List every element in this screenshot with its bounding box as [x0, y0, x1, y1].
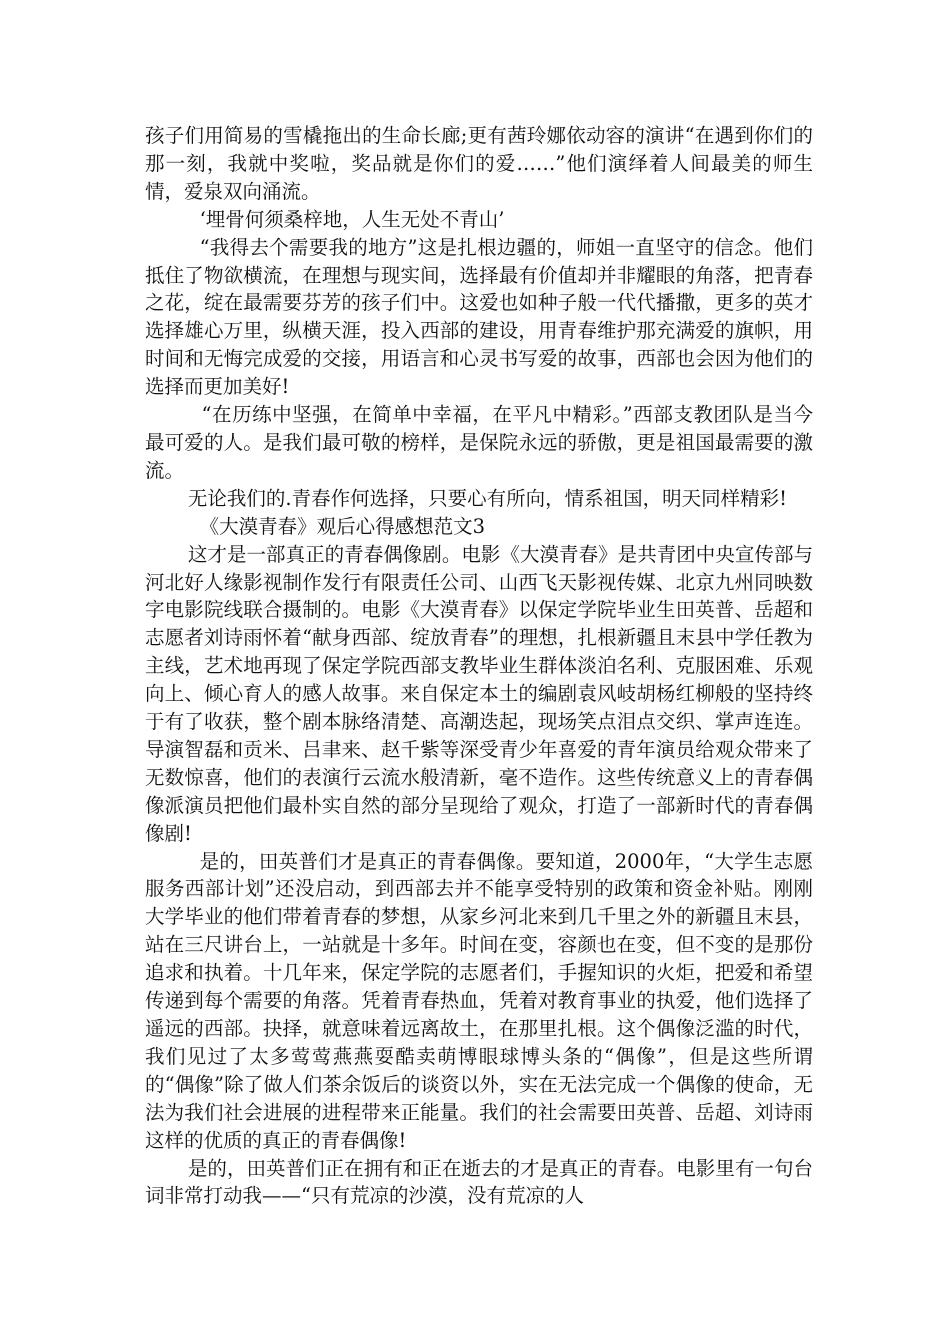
document-body	[145, 122, 813, 1210]
paragraph: 这才是一部真正的青春偶像剧。电影《大漠青春》是共青团中央宣传部与河北好人缘影视制作发行有限责任公司、山西飞天影视传媒、北京九州同映数字电影院线联合摄制的。电影《大漠青春》以保定学院毕业生田英普、岳超和志愿者刘诗雨怀着“献身西部、绽放青春”的理想，扎根新疆且末县中学任教为主线，艺术地再现了保定学院西部支教毕业生群体淡泊名利、克服困难、乐观向上、倾心育人的感人故事。来自保定本土的编剧袁风岐胡杨红柳般的坚持终于有了收获，整个剧本脉络清楚、高潮迭起，现场笑点泪点交织、掌声连连。导演智磊和贡米、吕聿来、赵千紫等深受青少年喜爱的青年演员给观众带来了无数惊喜，他们的表演行云流水般清新，毫不造作。这些传统意义上的青春偶像派演员把他们最朴实自然的部分呈现给了观众，打造了一部新时代的青春偶像剧!	[145, 542, 813, 845]
section-quote-heading: ‘埋骨何须桑梓地，人生无处不青山’	[199, 207, 505, 231]
paragraph: 是的，田英普们才是真正的青春偶像。要知道，2000年，“大学生志愿服务西部计划”还没启动，到西部去并不能享受特别的政策和资金补贴。刚刚大学毕业的他们带着青春的梦想，从家乡河北来到几千里之外的新疆且末县，站在三尺讲台上，一站就是十多年。时间在变，容颜也在变，但不变的是那份追求和执着。十几年来，保定学院的志愿者们，手握知识的火炬，把爱和希望传递到每个需要的角落。凭着青春热血，凭着对教育事业的执爱，他们选择了遥远的西部。抉择，就意味着远离故土，在那里扎根。这个偶像泛滥的时代，我们见过了太多莺莺燕燕耍酷卖萌博眼球博头条的“偶像”，但是这些所谓的“偶像”除了做人们茶余饭后的谈资以外，实在无法完成一个偶像的使命，无法为我们社会进展的进程带来正能量。我们的社会需要田英普、岳超、刘诗雨这样的优质的真正的青春偶像!	[145, 849, 813, 1152]
paragraph-continuation: 孩子们用简易的雪橇拖出的生命长廊;更有茜玲娜依动容的演讲“在遇到你们的那一刻，我就中奖啦，奖品就是你们的爱……”他们演绎着人间最美的师生情，爱泉双向涌流。	[145, 124, 813, 203]
paragraph: 是的，田英普们正在拥有和正在逝去的才是真正的青春。电影里有一句台词非常打动我——“只有荒凉的沙漠，没有荒凉的人	[145, 1156, 813, 1208]
section-title: 《大漠青春》观后心得感想范文3	[199, 514, 486, 538]
paragraph: “我得去个需要我的地方”这是扎根边疆的，师姐一直坚守的信念。他们抵住了物欲横流，在理想与现实间，选择最有价值却并非耀眼的角落，把青春之花，绽在最需要芬芳的孩子们中。这爱也如种子般一代代播撒，更多的英才选择雄心万里，纵横天涯，投入西部的建设，用青春维护那充满爱的旗帜，用时间和无悔完成爱的交接，用语言和心灵书写爱的故事，西部也会因为他们的选择而更加美好!	[145, 235, 813, 399]
paragraph: 无论我们的.青春作何选择，只要心有所向，情系祖国，明天同样精彩!	[187, 486, 787, 510]
paragraph: “在历练中坚强，在简单中幸福，在平凡中精彩。”西部支教团队是当今最可爱的人。是我们最可敬的榜样，是保院永远的骄傲，更是祖国最需要的激流。	[145, 403, 813, 482]
